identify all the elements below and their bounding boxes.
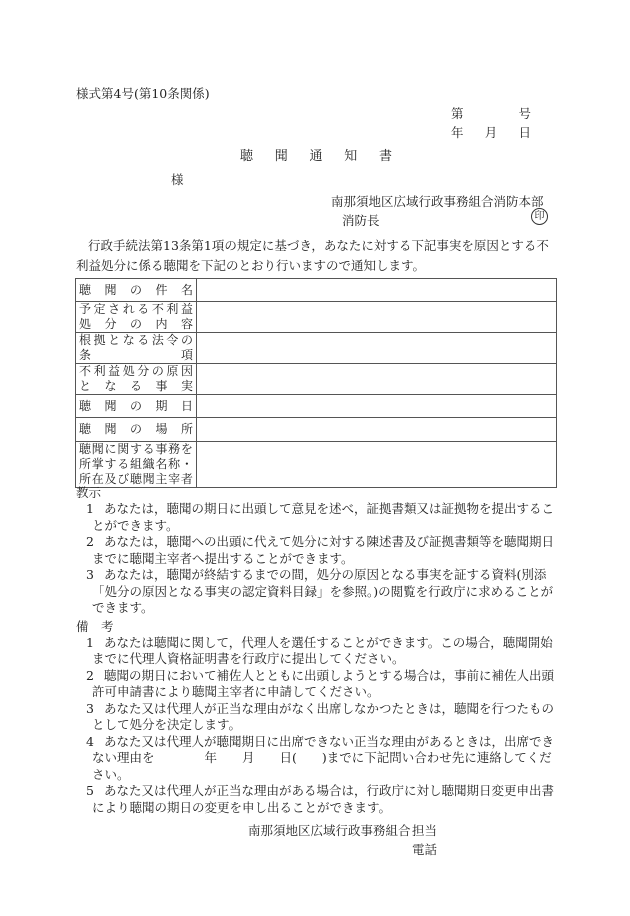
label-char: 聴 <box>79 282 92 297</box>
document-date <box>451 123 531 141</box>
row-label <box>76 395 197 418</box>
table-row <box>76 279 557 302</box>
instruction-item <box>76 567 560 617</box>
label-char: す <box>104 457 117 471</box>
label-char: を <box>180 442 193 456</box>
label-char: 分 <box>137 364 150 378</box>
hearing-info-table <box>75 278 557 488</box>
row-value-field[interactable] <box>197 279 557 302</box>
label-char: 所 <box>79 457 92 471</box>
item-text: 聴聞の期日において補佐人とともに出頭しようとする場合は，事前に補佐人出頭許可申請書により聴聞主宰者に申請してください。 <box>92 667 555 699</box>
label-char: 因 <box>180 364 193 378</box>
remark-item <box>76 701 560 734</box>
title-char: 通 <box>309 149 323 164</box>
row-value-field[interactable] <box>197 418 557 442</box>
item-text: あなた又は代理人が正当な理由がなく出席しなかつたときは，聴聞を行つたものとして処分を決定します。 <box>92 700 555 732</box>
label-char: 件 <box>155 282 168 297</box>
seal-icon: 印 <box>531 208 548 225</box>
item-number: 3 <box>86 700 94 716</box>
table-row <box>76 364 557 395</box>
label-char: 聞 <box>104 398 117 413</box>
notes-section <box>76 484 560 859</box>
label-char: の <box>129 282 142 297</box>
item-number: 2 <box>86 534 94 549</box>
table-row <box>76 333 557 364</box>
label-char: 所 <box>180 422 193 436</box>
item-number: 5 <box>86 783 94 798</box>
instructions-list <box>76 501 560 617</box>
instruction-item <box>76 501 560 534</box>
doc-number-prefix: 第 <box>451 106 464 121</box>
sender-chief: 消防長 <box>342 213 380 228</box>
label-char: 関 <box>117 442 130 456</box>
date-month: 月 <box>484 125 498 140</box>
label-char: 称 <box>168 457 181 471</box>
label-char: な <box>104 379 117 393</box>
label-char: の <box>180 333 193 347</box>
row-value-field[interactable] <box>197 364 557 395</box>
label-char: 及 <box>104 472 117 486</box>
label-char: 令 <box>166 333 179 347</box>
document-number <box>451 104 531 122</box>
label-char: 聞 <box>91 442 104 456</box>
label-char: 聴 <box>129 472 142 486</box>
item-text: あなたは聴聞に関して，代理人を選任することができます。この場合，聴聞開始までに代理人資格証明書を行政庁に提出してください。 <box>92 634 553 666</box>
label-char: 主 <box>155 472 168 486</box>
row-label-line <box>79 422 193 437</box>
label-char: 内 <box>155 317 168 331</box>
instructions-heading: 教示 <box>76 485 102 500</box>
label-char: 名 <box>180 282 193 297</box>
label-char: 事 <box>155 379 168 393</box>
label-char: 事 <box>155 442 168 456</box>
form-number: 様式第4号(第10条関係) <box>76 86 210 101</box>
row-label <box>76 364 197 395</box>
label-char: 拠 <box>93 333 106 347</box>
label-char: さ <box>108 302 121 316</box>
label-char: 定 <box>93 302 106 316</box>
label-char: 根 <box>79 333 92 347</box>
label-char: び <box>117 472 130 486</box>
row-label-line <box>79 348 193 363</box>
label-char: 予 <box>79 302 92 316</box>
label-char: 者 <box>180 472 193 486</box>
row-value-field[interactable] <box>197 442 557 488</box>
remark-item <box>76 668 560 701</box>
label-char: ・ <box>180 457 193 471</box>
title-char: 聞 <box>274 149 288 164</box>
item-text: あなたは，聴聞への出頭に代えて処分に対する陳述書及び証拠書類等を聴聞期日までに聴聞主宰者へ提出することができます。 <box>92 534 555 566</box>
row-label-line <box>79 442 193 457</box>
item-text: あなたは，聴聞の期日に出頭して意見を述べ，証拠書類又は証拠物を提出することができます。 <box>92 501 555 533</box>
footer-contact-person: 担当 <box>412 823 438 838</box>
label-char: 組 <box>129 457 142 471</box>
row-label-line <box>79 399 193 414</box>
row-label-line <box>79 283 193 298</box>
date-day: 日 <box>518 125 531 140</box>
footer <box>76 821 560 859</box>
label-char: 処 <box>122 364 135 378</box>
label-char: 容 <box>180 317 193 331</box>
label-char: 不 <box>151 302 164 316</box>
row-label-line <box>79 302 193 317</box>
remark-item <box>76 783 560 816</box>
label-char: 分 <box>104 317 117 331</box>
title-char: 書 <box>378 149 392 164</box>
row-label <box>76 418 197 442</box>
label-char: る <box>129 379 142 393</box>
label-char: る <box>137 333 150 347</box>
label-char: 実 <box>180 379 193 393</box>
label-char: に <box>104 442 117 456</box>
label-char: る <box>117 457 130 471</box>
row-value-field[interactable] <box>197 302 557 333</box>
row-label <box>76 302 197 333</box>
label-char: 期 <box>155 398 168 413</box>
label-char: 聞 <box>142 472 155 486</box>
label-char: の <box>151 364 164 378</box>
label-char: る <box>142 442 155 456</box>
sender-organization: 南那須地区広域行政事務組合消防本部 <box>331 194 544 209</box>
title-char: 知 <box>344 149 358 164</box>
row-value-field[interactable] <box>197 333 557 364</box>
label-char: 不 <box>79 364 92 378</box>
label-char: 日 <box>180 398 193 413</box>
label-char: な <box>122 333 135 347</box>
label-char: 織 <box>142 457 155 471</box>
label-char: 聞 <box>104 282 117 297</box>
label-char: 利 <box>166 302 179 316</box>
row-value-field[interactable] <box>197 395 557 418</box>
remarks-list <box>76 635 560 817</box>
label-char: 法 <box>151 333 164 347</box>
item-number: 1 <box>86 634 94 650</box>
label-char: 処 <box>79 317 92 331</box>
document-title <box>240 145 392 164</box>
doc-number-suffix: 号 <box>518 106 531 121</box>
item-number: 4 <box>86 733 94 749</box>
row-label-line <box>79 457 193 472</box>
remark-item <box>76 635 560 668</box>
remarks-heading: 備 考 <box>76 618 114 634</box>
addressee-suffix: 様 <box>171 172 184 187</box>
remark-item <box>76 734 560 784</box>
label-char: 聞 <box>104 422 117 436</box>
label-char: と <box>108 333 121 347</box>
label-char: 益 <box>108 364 121 378</box>
table-row <box>76 442 557 488</box>
footer-organization: 南那須地区広域行政事務組合 <box>248 823 411 838</box>
table-row <box>76 395 557 418</box>
row-label-line <box>79 379 193 394</box>
item-number: 3 <box>86 567 94 582</box>
date-year: 年 <box>451 125 464 140</box>
row-label-line <box>79 364 193 379</box>
label-char: る <box>137 302 150 316</box>
row-label-line <box>79 333 193 348</box>
table-row <box>76 418 557 442</box>
label-char: 掌 <box>91 457 104 471</box>
label-char: 原 <box>166 364 179 378</box>
label-char: れ <box>122 302 135 316</box>
label-char: 利 <box>93 364 106 378</box>
row-label <box>76 442 197 488</box>
row-label <box>76 279 197 302</box>
label-char: の <box>129 422 142 436</box>
label-char: 聴 <box>79 442 92 456</box>
label-char: 聴 <box>79 398 92 413</box>
footer-phone: 電話 <box>412 842 438 857</box>
label-char: と <box>79 379 92 393</box>
item-text: あなたは，聴聞が終結するまでの間，処分の原因となる事実を証する資料(別添「処分の原因となる事実の認定資料目録」を参照。)の閲覧を行政庁に求めることができます。 <box>92 567 554 615</box>
table-row <box>76 302 557 333</box>
row-label-line <box>79 317 193 332</box>
item-text: あなた又は代理人が聴聞期日に出席できない正当な理由があるときは，出席できない理由を 年 月 日( )までに下記問い合わせ先に連絡してください。 <box>92 733 555 782</box>
label-char: の <box>129 317 142 331</box>
label-char: 聴 <box>79 422 92 436</box>
title-char: 聴 <box>240 149 254 164</box>
label-char: 務 <box>168 442 181 456</box>
label-char: 益 <box>180 302 193 316</box>
label-char: 場 <box>155 422 168 436</box>
label-char: 宰 <box>168 472 181 486</box>
item-number: 2 <box>86 667 94 683</box>
row-label <box>76 333 197 364</box>
label-char: 名 <box>155 457 168 471</box>
label-char: 在 <box>91 472 104 486</box>
intro-paragraph: 行政手続法第13条第1項の規定に基づき，あなたに対する下記事実を原因とする不利益処分に係る聴聞を下記のとおり行いますので通知します。 <box>76 238 549 273</box>
item-text: あなた又は代理人が正当な理由がある場合は，行政庁に対し聴聞期日変更申出書により聴聞の期日の変更を申し出ることができます。 <box>92 783 555 815</box>
item-number: 1 <box>86 501 94 516</box>
label-char: 条 <box>79 348 92 362</box>
label-char: 項 <box>180 348 193 362</box>
label-char: す <box>129 442 142 456</box>
label-char: 所 <box>79 472 92 486</box>
label-char: の <box>129 398 142 413</box>
instruction-item <box>76 534 560 567</box>
